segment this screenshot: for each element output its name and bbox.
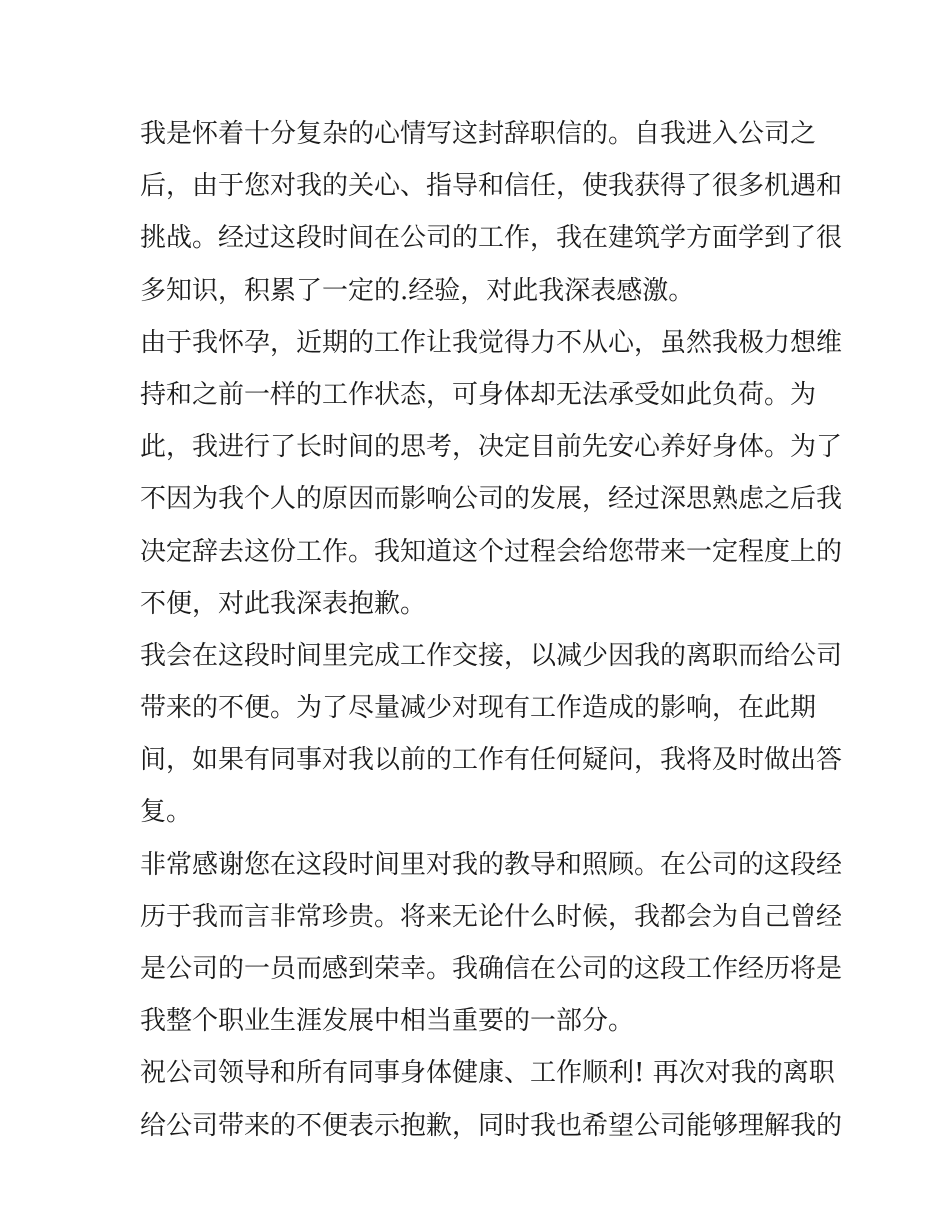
text-line: 带来的不便。为了尽量减少对现有工作造成的影响，在此期: [140, 693, 817, 724]
text-line: 后，由于您对我的关心、指导和信任，使我获得了很多机遇和: [140, 171, 843, 202]
paragraph-reason: [140, 317, 843, 630]
text-line: 我是怀着十分复杂的心情写这封辞职信的。自我进入公司之: [140, 119, 817, 149]
text-line: 我会在这段时间里完成工作交接，以减少因我的离职而给公司: [140, 640, 843, 671]
text-line: 间，如果有同事对我以前的工作有任何疑问，我将及时做出答: [140, 745, 843, 776]
text-line: 持和之前一样的工作状态，可身体却无法承受如此负荷。为: [140, 379, 817, 410]
text-line: 祝公司领导和所有同事身体健康、工作顺利! 再次对我的离职: [140, 1058, 835, 1089]
text-line: 是公司的一员而感到荣幸。我确信在公司的这段工作经历将是: [140, 954, 843, 984]
text-line: 历于我而言非常珍贵。将来无论什么时候，我都会为自己曾经: [140, 901, 843, 932]
text-line: 不因为我个人的原因而影响公司的发展，经过深思熟虑之后我: [140, 484, 843, 515]
text-line: 挑战。经过这段时间在公司的工作，我在建筑学方面学到了很: [140, 223, 843, 254]
text-line: 给公司带来的不便表示抱歉，同时我也希望公司能够理解我的: [140, 1110, 843, 1141]
text-line: 由于我怀孕，近期的工作让我觉得力不从心，虽然我极力想维: [140, 327, 843, 358]
resignation-letter-body: [140, 108, 843, 1152]
text-line: 此，我进行了长时间的思考，决定目前先安心养好身体。为了: [140, 432, 843, 463]
paragraph-closing-wishes: [140, 1047, 843, 1151]
text-line: 多知识，积累了一定的.经验，对此我深表感激。: [140, 275, 695, 306]
text-line: 我整个职业生涯发展中相当重要的一部分。: [140, 1006, 635, 1037]
text-line: 不便，对此我深表抱歉。: [140, 588, 427, 619]
text-line: 复。: [140, 797, 193, 828]
text-line: 非常感谢您在这段时间里对我的教导和照顾。在公司的这段经: [140, 849, 843, 880]
text-line: 决定辞去这份工作。我知道这个过程会给您带来一定程度上的: [140, 536, 843, 567]
paragraph-handover: [140, 630, 843, 839]
paragraph-thanks: [140, 839, 843, 1048]
paragraph-gratitude-intro: [140, 108, 843, 317]
